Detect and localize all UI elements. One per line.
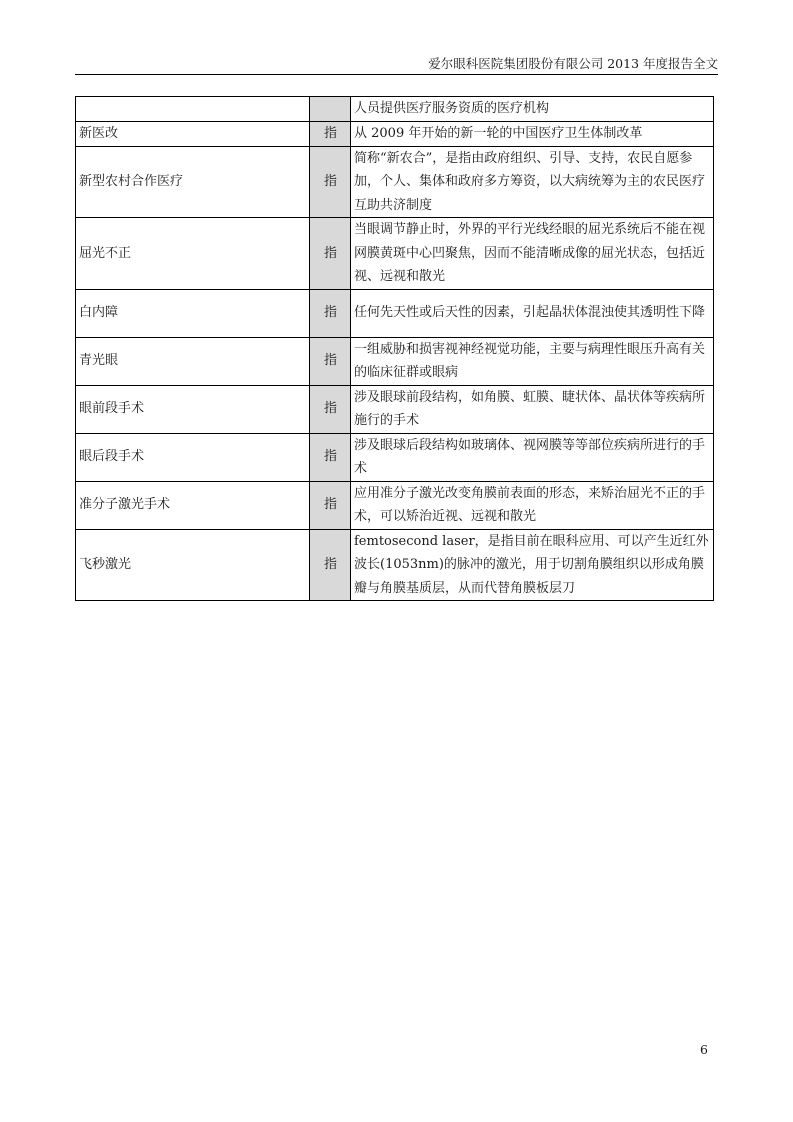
definition-cell: 涉及眼球前段结构，如角膜、虹膜、睫状体、晶状体等疾病所施行的手术	[351, 385, 714, 433]
refers-to-cell: 指	[310, 481, 351, 529]
refers-to-cell: 指	[310, 337, 351, 385]
definition-cell: 从 2009 年开始的新一轮的中国医疗卫生体制改革	[351, 121, 714, 146]
table-row	[76, 385, 714, 433]
refers-to-cell: 指	[310, 218, 351, 290]
definition-cell: 任何先天性或后天性的因素，引起晶状体混浊使其透明性下降	[351, 289, 714, 337]
table-row	[76, 218, 714, 290]
page-number: 6	[700, 1042, 708, 1057]
report-header: 爱尔眼科医院集团股份有限公司 2013 年度报告全文	[428, 56, 718, 71]
refers-to-cell	[310, 97, 351, 122]
glossary-table	[75, 96, 714, 601]
table-row	[76, 433, 714, 481]
refers-to-cell: 指	[310, 289, 351, 337]
definition-cell: 人员提供医疗服务资质的医疗机构	[351, 97, 714, 122]
table-row	[76, 529, 714, 601]
table-row	[76, 121, 714, 146]
definition-cell: 应用准分子激光改变角膜前表面的形态，来矫治屈光不正的手术，可以矫治近视、远视和散光	[351, 481, 714, 529]
term-cell: 眼后段手术	[76, 433, 310, 481]
table-row	[76, 481, 714, 529]
term-cell: 新型农村合作医疗	[76, 146, 310, 218]
definition-cell: 简称“新农合”，是指由政府组织、引导、支持，农民自愿参加，个人、集体和政府多方筹资，以大病统筹为主的农民医疗互助共济制度	[351, 146, 714, 218]
definition-cell: femtosecond laser，是指目前在眼科应用、可以产生近红外波长(1053nm)的脉冲的激光，用于切割角膜组织以形成角膜瓣与角膜基质层，从而代替角膜板层刀	[351, 529, 714, 601]
term-cell: 准分子激光手术	[76, 481, 310, 529]
definition-cell: 当眼调节静止时，外界的平行光线经眼的屈光系统后不能在视网膜黄斑中心凹聚焦，因而不能清晰成像的屈光状态，包括近视、远视和散光	[351, 218, 714, 290]
term-cell: 白内障	[76, 289, 310, 337]
term-cell	[76, 97, 310, 122]
term-cell: 眼前段手术	[76, 385, 310, 433]
term-cell: 新医改	[76, 121, 310, 146]
refers-to-cell: 指	[310, 146, 351, 218]
table-row	[76, 146, 714, 218]
term-cell: 青光眼	[76, 337, 310, 385]
table-row	[76, 97, 714, 122]
refers-to-cell: 指	[310, 433, 351, 481]
definition-cell: 涉及眼球后段结构如玻璃体、视网膜等等部位疾病所进行的手术	[351, 433, 714, 481]
definition-cell: 一组威胁和损害视神经视觉功能，主要与病理性眼压升高有关的临床征群或眼病	[351, 337, 714, 385]
table-row	[76, 337, 714, 385]
refers-to-cell: 指	[310, 121, 351, 146]
term-cell: 屈光不正	[76, 218, 310, 290]
table-row	[76, 289, 714, 337]
refers-to-cell: 指	[310, 385, 351, 433]
header-rule	[75, 74, 718, 75]
refers-to-cell: 指	[310, 529, 351, 601]
term-cell: 飞秒激光	[76, 529, 310, 601]
